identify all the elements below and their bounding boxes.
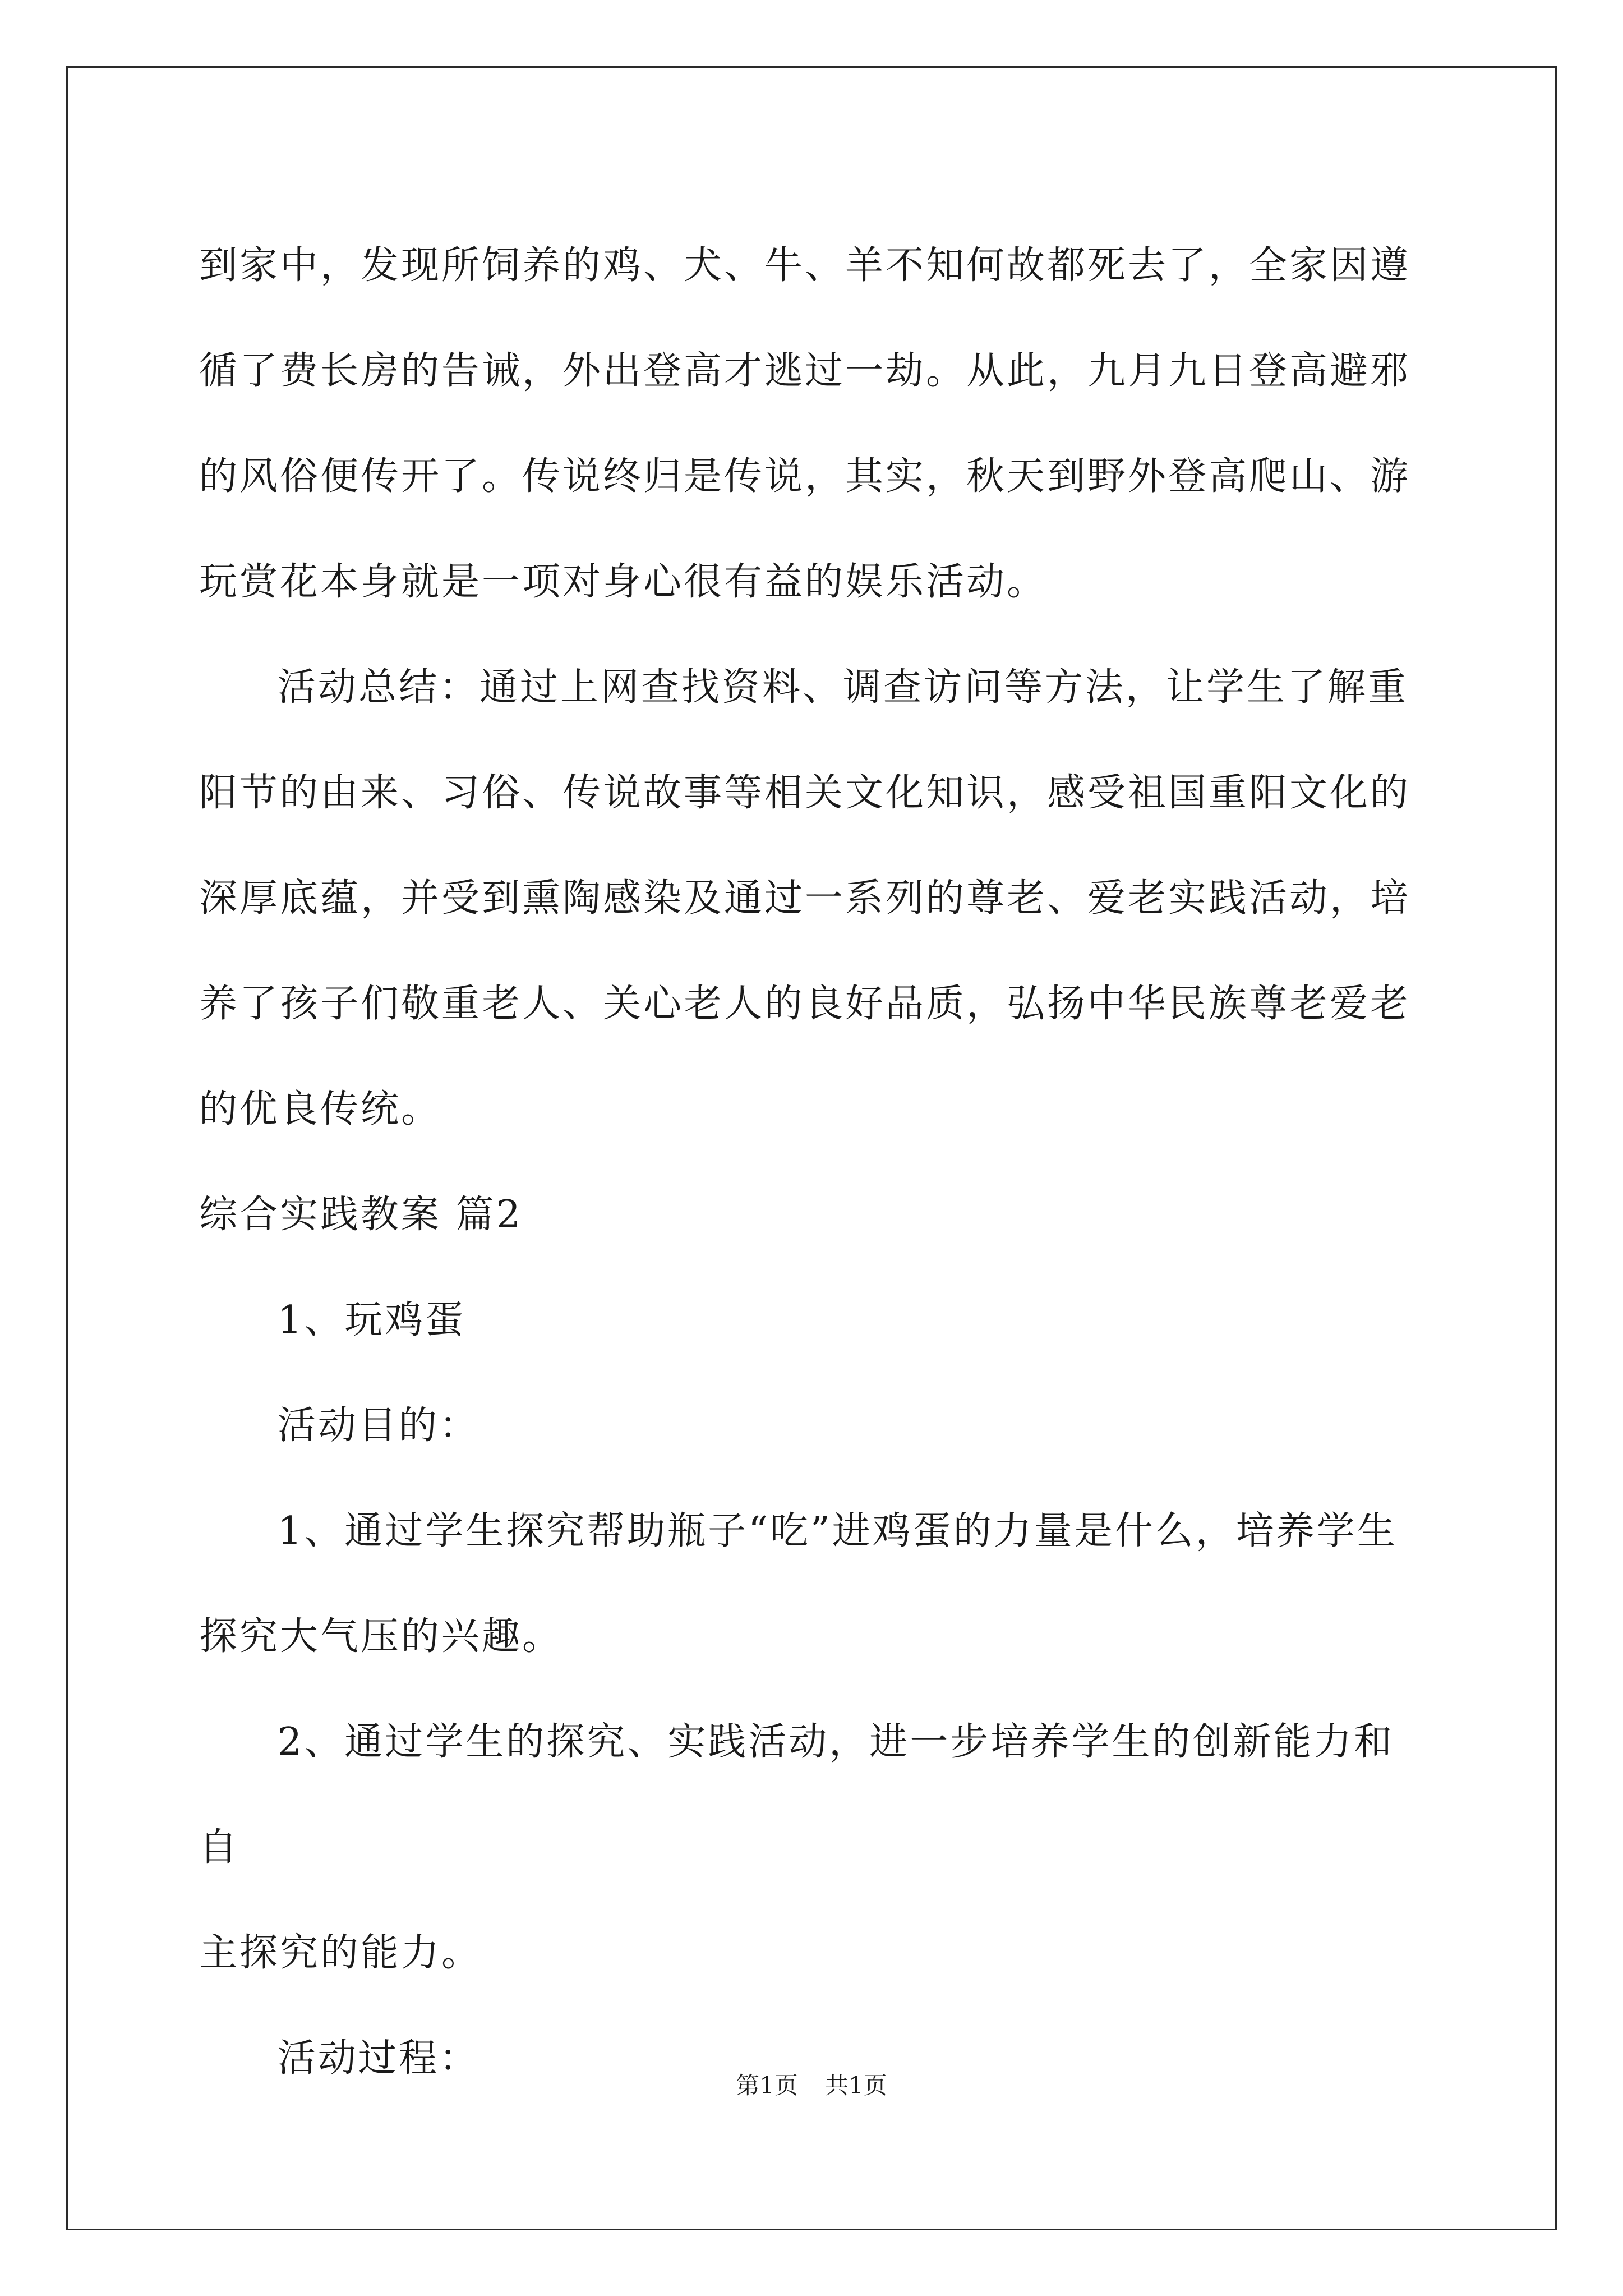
paragraph-continuation	[199, 213, 1424, 635]
text-line: 的优良传统。	[199, 1087, 442, 1131]
text-line: 阳节的由来、习俗、传说故事等相关文化知识，感受祖国重阳文化的	[199, 771, 1411, 815]
text-line: 到家中，发现所饲养的鸡、犬、牛、羊不知何故都死去了，全家因遵	[199, 243, 1411, 288]
text-line: 深厚底蕴，并受到熏陶感染及通过一系列的尊老、爱老实践活动，培	[199, 876, 1411, 921]
page-number-total: 共1页	[825, 2072, 887, 2099]
paragraph-objective-1	[199, 1479, 1424, 1690]
paragraph-objective-2	[199, 1690, 1424, 2006]
page-number-current: 第1页	[736, 2072, 798, 2099]
text-line: 活动过程：	[278, 2036, 480, 2081]
text-line: 1、玩鸡蛋	[278, 1298, 466, 1342]
text-line: 的风俗便传开了。传说终归是传说，其实，秋天到野外登高爬山、游	[199, 454, 1411, 499]
text-line: 探究大气压的兴趣。	[199, 1614, 563, 1659]
text-line: 养了孩子们敬重老人、关心老人的良好品质，弘扬中华民族尊老爱老	[199, 982, 1411, 1026]
text-line: 循了费长房的告诫，外出登高才逃过一劫。从此，九月九日登高避邪	[199, 349, 1411, 393]
document-body	[199, 213, 1424, 2111]
heading-text: 综合实践教案 篇2	[199, 1193, 523, 1237]
text-line: 2、通过学生的探究、实践活动，进一步培养学生的创新能力和自	[199, 1720, 1395, 1870]
page-footer	[0, 2069, 1623, 2102]
text-line: 玩赏花本身就是一项对身心很有益的娱乐活动。	[199, 560, 1048, 604]
paragraph-objective-label	[199, 1373, 1424, 1479]
text-line: 活动目的：	[278, 1404, 480, 1448]
paragraph-activity-summary	[199, 635, 1424, 1162]
text-line: 主探究的能力。	[199, 1931, 482, 1975]
text-line: 1、通过学生探究帮助瓶子“吃”进鸡蛋的力量是什么，培养学生	[278, 1509, 1398, 1553]
section-heading	[199, 1162, 1424, 1268]
paragraph-item-title	[199, 1268, 1424, 1373]
text-line: 活动总结：通过上网查找资料、调查访问等方法，让学生了解重	[278, 665, 1409, 710]
